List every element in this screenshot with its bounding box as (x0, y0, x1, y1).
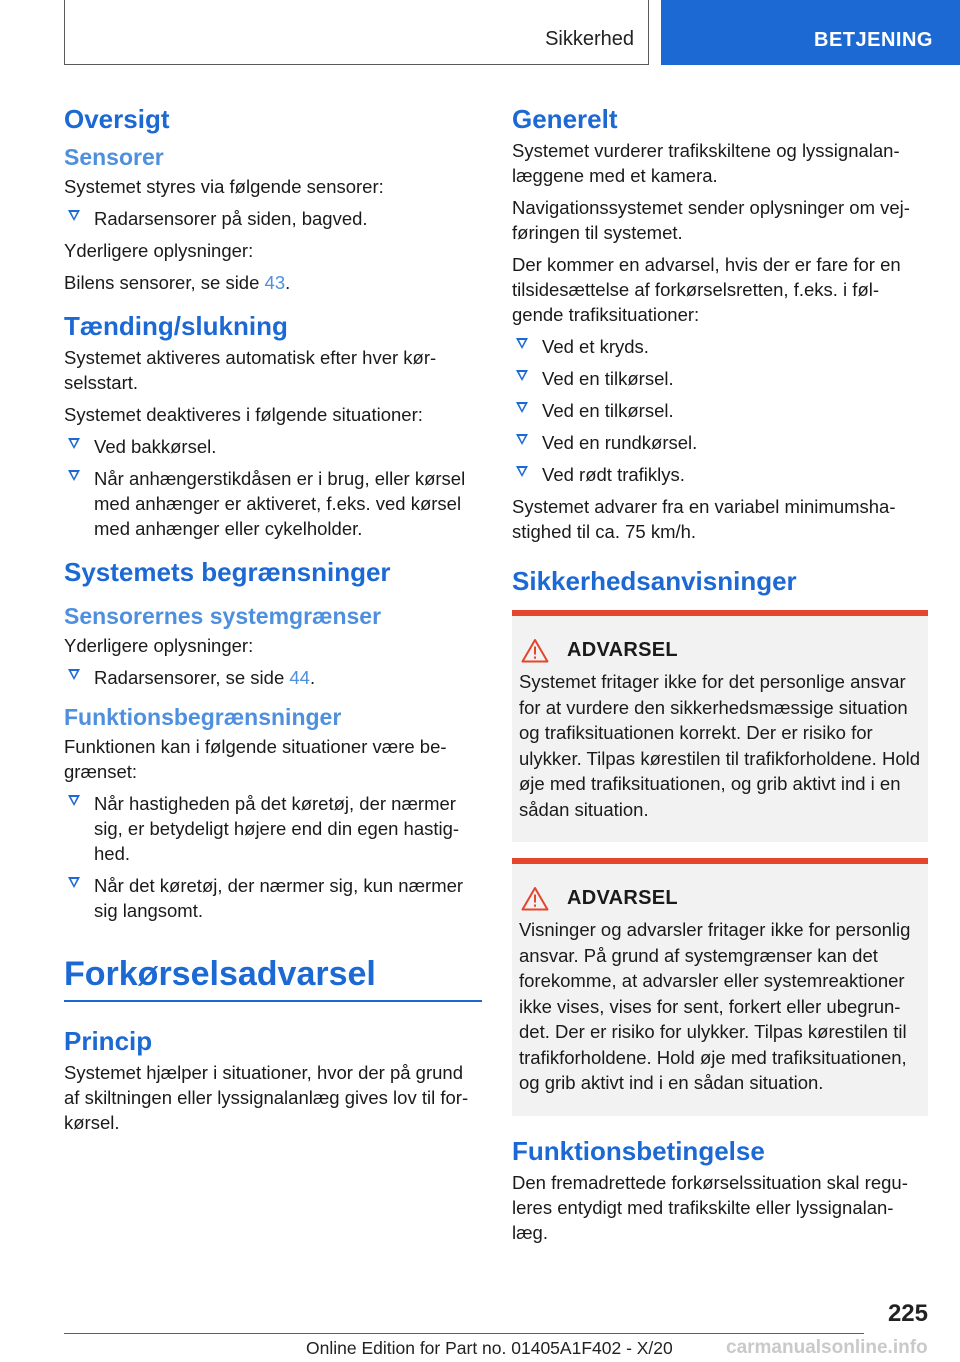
list-item: Ved en tilkørsel. (512, 366, 928, 391)
header-chapter-box (661, 0, 960, 65)
right-column (512, 96, 928, 1252)
header-section-box (64, 0, 649, 65)
triangle-bullet-icon (516, 338, 528, 349)
paragraph: Systemet deaktiveres i følgende situationer: (64, 404, 423, 425)
warning-header (519, 886, 920, 911)
warning-text: Visninger og advarsler fritager ikke for personlig ansvar. På grund af systemgrænser kan det forekomme, at advarsler eller systemreaktioner ikke vises, vises for sent, forkert eller ubegrun-det. Der er risiko for ulykker. Tilpas kørestilen til trafikforholdene. Hold øje med trafiksituationen, og grib aktivt ind i en sådan situation. (519, 919, 911, 1093)
bullet-list (64, 791, 482, 923)
list-item: Når anhængerstikdåsen er i brug, eller kørsel med anhænger er aktiveret, f.eks. ved kørsel med anhænger eller cykelholder. (64, 466, 482, 541)
paragraph: Der kommer en advarsel, hvis der er fare for en tilsidesættelse af forkørselsretten, f.eks. i føl-gende trafiksituationer: (512, 254, 901, 325)
page-number: 225 (887, 1300, 928, 1327)
heading-princip: Princip (64, 1026, 153, 1056)
bullet-list (64, 206, 482, 231)
footer-divider (64, 1333, 864, 1334)
paragraph: Den fremadrettede forkørselssituation skal regu-leres entydigt med trafikskilte eller lyssignalan-læg. (512, 1171, 908, 1243)
triangle-bullet-icon (516, 370, 528, 381)
warning-box (512, 610, 928, 842)
list-item: Ved rødt trafiklys. (512, 462, 928, 487)
heading-oversigt: Oversigt (64, 104, 170, 134)
header-chapter-title: BETJENING (814, 29, 933, 51)
paragraph: Systemet vurderer trafikskiltene og lyssignalan-læggene med et kamera. (512, 140, 900, 186)
paragraph: Systemet aktiveres automatisk efter hver kør-selsstart. (64, 347, 437, 393)
list-item: Ved en rundkørsel. (512, 430, 928, 455)
heading-forkoerselsadvarsel: Forkørselsadvarsel (64, 930, 482, 1002)
warning-triangle-icon (521, 886, 549, 911)
watermark-logo: carmanualsonline.info (726, 1337, 928, 1358)
paragraph: Yderligere oplysninger: (64, 240, 254, 261)
heading-sensorer: Sensorer (64, 144, 164, 170)
list-item: Radarsensorer på siden, bagved. (64, 206, 482, 231)
left-column (64, 96, 482, 1142)
warning-label: ADVARSEL (567, 887, 678, 909)
cross-reference: Bilens sensorer, se side 43. (64, 272, 291, 293)
heading-begraensninger: Systemets begrænsninger (64, 557, 391, 587)
bullet-list (512, 334, 928, 487)
triangle-bullet-icon (516, 434, 528, 445)
warning-label: ADVARSEL (567, 639, 678, 661)
list-item: Ved en tilkørsel. (512, 398, 928, 423)
page-link[interactable]: 43 (264, 272, 286, 293)
paragraph: Systemet advarer fra en variabel minimumsha-stighed til ca. 75 km/h. (512, 496, 896, 542)
triangle-bullet-icon (68, 438, 80, 449)
heading-sensor-limits: Sensorernes systemgrænser (64, 603, 382, 629)
header-section-title: Sikkerhed (545, 28, 634, 50)
list-item: Radarsensorer, se side 44. (64, 665, 482, 690)
heading-function-limits: Funktionsbegrænsninger (64, 704, 342, 730)
list-item: Når det køretøj, der nærmer sig, kun nærmer sig langsomt. (64, 873, 482, 923)
list-item: Ved bakkørsel. (64, 434, 482, 459)
heading-taending: Tænding/slukning (64, 311, 288, 341)
triangle-bullet-icon (68, 877, 80, 888)
triangle-bullet-icon (68, 470, 80, 481)
page-link[interactable]: 44 (289, 667, 310, 688)
heading-funktionsbetingelse: Funktionsbetingelse (512, 1135, 765, 1166)
list-item: Når hastigheden på det køretøj, der nærmer sig, er betydeligt højere end din egen hastig-hed. (64, 791, 482, 866)
list-item: Ved et kryds. (512, 334, 928, 359)
paragraph: Funktionen kan i følgende situationer være be-grænset: (64, 736, 447, 782)
warning-box (512, 858, 928, 1116)
triangle-bullet-icon (516, 466, 528, 477)
paragraph: Navigationssystemet sender oplysninger om vej-føringen til systemet. (512, 197, 910, 243)
heading-generelt: Generelt (512, 104, 618, 134)
footer-edition: Online Edition for Part no. 01405A1F402 - X/20 (306, 1338, 673, 1358)
paragraph: Yderligere oplysninger: (64, 635, 254, 656)
paragraph: Systemet styres via følgende sensorer: (64, 176, 384, 197)
heading-sikkerhedsanvisninger: Sikkerhedsanvisninger (512, 566, 797, 596)
bullet-list (64, 665, 482, 690)
bullet-list (64, 434, 482, 541)
triangle-bullet-icon (68, 210, 80, 221)
triangle-bullet-icon (68, 669, 80, 680)
warning-text: Systemet fritager ikke for det personlige ansvar for at vurdere den sikkerhedsmæssige situation og trafiksituationen korrekt. Der er risiko for ulykker. Tilpas kørestilen til trafikforholdene. Hold øje med trafiksituationen, og grib aktivt ind i en sådan situation. (519, 671, 921, 820)
triangle-bullet-icon (68, 795, 80, 806)
paragraph: Systemet hjælper i situationer, hvor der på grund af skiltningen eller lyssignalanlæg gives lov til for-kørsel. (64, 1062, 469, 1133)
warning-triangle-icon (521, 638, 549, 663)
triangle-bullet-icon (516, 402, 528, 413)
warning-header (519, 638, 920, 663)
